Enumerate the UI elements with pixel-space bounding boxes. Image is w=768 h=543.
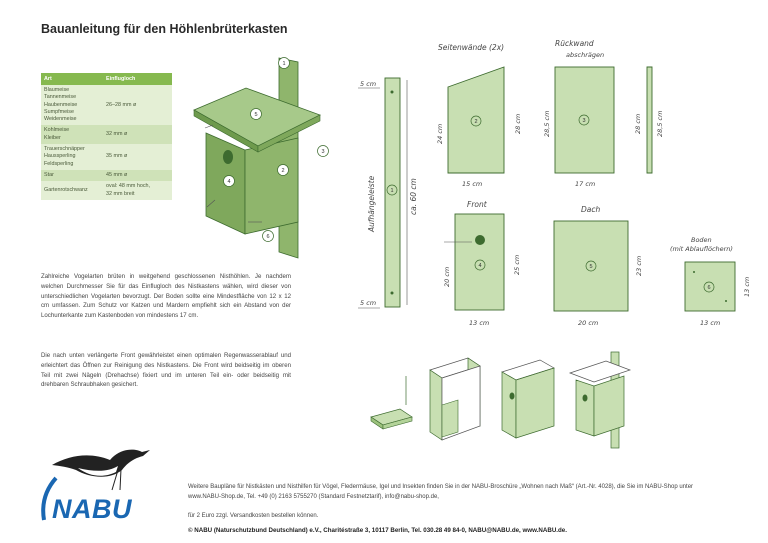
assembly-step-1 [371,376,412,429]
svg-text:1: 1 [390,188,394,194]
label-aufhaengeleiste: Aufhängeleiste [367,175,376,232]
footer-copyright: © NABU (Naturschutzbund Deutschland) e.V., Charitéstraße 3, 10117 Berlin, Tel. 030.28 49 84-0, NABU@NABU.de, www.NABU.de. [188,527,567,534]
screw-mark [205,125,213,128]
back-wall-edge [647,67,652,173]
table-cell-art: Star [41,170,103,181]
dim-13cm-floor-side: 13 cm [743,276,751,297]
part-number-5 [251,109,262,120]
box-front [245,138,298,234]
svg-text:2: 2 [474,119,478,125]
nabu-logo-text: NABU [52,494,132,524]
page-title: Bauanleitung für den Höhlenbrüterkasten [41,22,288,36]
part-front [455,214,504,310]
dim-15cm: 15 cm [462,180,483,188]
table-header-art: Art [41,73,103,85]
footer-info-2: für 2 Euro zzgl. Versandkosten bestellen können. [188,513,319,519]
table-cell-hole: 45 mm ø [103,170,172,181]
dim-20cm-roof: 20 cm [578,319,599,327]
table-cell-hole: 35 mm ø [103,144,172,170]
label-seitenwaende: Seitenwände (2x) [438,43,505,52]
table-cell-art: Trauerschnäpper Haussperling Feldsperling [41,144,103,170]
table-cell-art: Gartenrotschwanz [41,181,103,200]
table-cell-art: Blaumeise Tannenmeise Haubenmeise Sumpfmeise Weidenmeise [41,85,103,125]
dim-5cm-bottom: 5 cm [360,299,377,307]
dim-24cm: 24 cm [436,123,444,144]
dim-28cm-side: 28 cm [514,113,522,134]
part-number-2 [278,165,289,176]
table-cell-hole: 26–28 mm ø [103,85,172,125]
svg-text:6: 6 [266,234,270,240]
entrance-hole [475,235,485,245]
table-cell-art: Kohlmeise Kleiber [41,125,103,144]
part-number-6 [263,231,274,242]
table-cell-hole: oval: 48 mm hoch, 32 mm breit [103,181,172,200]
dim-ca-60cm: ca. 60 cm [409,178,418,215]
label-dach: Dach [581,205,601,214]
dim-23cm: 23 cm [635,255,643,276]
part-number-1 [279,58,290,69]
part-number-4 [224,176,235,187]
label-rueckwand: Rückwand [555,39,594,48]
svg-text:4: 4 [478,263,482,269]
assembly-step-2 [430,358,480,440]
dim-28-5cm-edge: 28,5 cm [656,110,664,137]
entrance-hole [223,150,233,164]
label-abschraegen: abschrägen [566,51,605,59]
svg-text:6: 6 [707,285,711,291]
dim-13cm-floor: 13 cm [700,319,721,327]
svg-text:2: 2 [281,168,285,174]
dim-20cm-front: 20 cm [443,266,451,287]
svg-text:4: 4 [227,179,231,185]
dim-13cm-front: 13 cm [469,319,490,327]
dim-28-5cm-back: 28,5 cm [543,110,551,137]
label-boden-sub: (mit Ablauflöchern) [670,245,733,253]
dim-5cm-top: 5 cm [360,80,377,88]
table-cell-hole: 32 mm ø [103,125,172,144]
svg-text:5: 5 [589,264,593,270]
birdhouse-illustration [194,58,320,258]
assembly-step-4 [570,352,630,448]
table-header-hole: Einflugloch [103,73,172,85]
dim-28cm-back: 28 cm [634,113,642,134]
svg-text:3: 3 [321,149,325,155]
part-number-3 [318,146,329,157]
svg-text:3: 3 [582,118,586,124]
footer-info: Weitere Baupläne für Nistkästen und Nisthilfen für Vögel, Fledermäuse, Igel und Insekten finden Sie in der NABU-Broschüre „Wohnen nach Maß“ (Art.-Nr. 4028), die Sie im NABU-Shop unter www.NABU-Shop.de, Tel. +49 (0) 2163 5755270 (Standard Festnetztarif), info@nabu-shop.de, [188,484,694,501]
svg-text:5: 5 [254,112,258,118]
label-front: Front [467,200,487,209]
dim-17cm: 17 cm [575,180,596,188]
dim-25cm: 25 cm [513,254,521,275]
label-boden: Boden [691,236,712,244]
svg-text:1: 1 [282,61,286,67]
intro-paragraph: Zahlreiche Vogelarten brüten in weitgehend geschlossenen Nisthöhlen. Je nachdem welchen Durchmesser Sie für das Einflugloch des Nistkastens wählen, wird dieser von unterschiedlichen Vogelarten bevorzugt. Der Boden sollte eine Mindestfläche von 12 x 12 cm umfassen. Zum Schutz vor Katzen und Mardern empfiehlt sich ein Abstand von der Lochunterkante zum Kastenboden von mindestens 17 cm. [41,273,291,319]
front-paragraph: Die nach unten verlängerte Front gewährleistet einen optimalen Regenwasserablauf und erleichtert das Öffnen zur Reinigung des Nistkastens. Die Front wird beidseitig im oberen Teil mit zwei Nägeln (Drehachse) fixiert und im unteren Teil ein- oder beidseitig mit drehbaren Schraubhaken gesichert. [41,352,291,389]
assembly-step-3 [502,360,554,438]
